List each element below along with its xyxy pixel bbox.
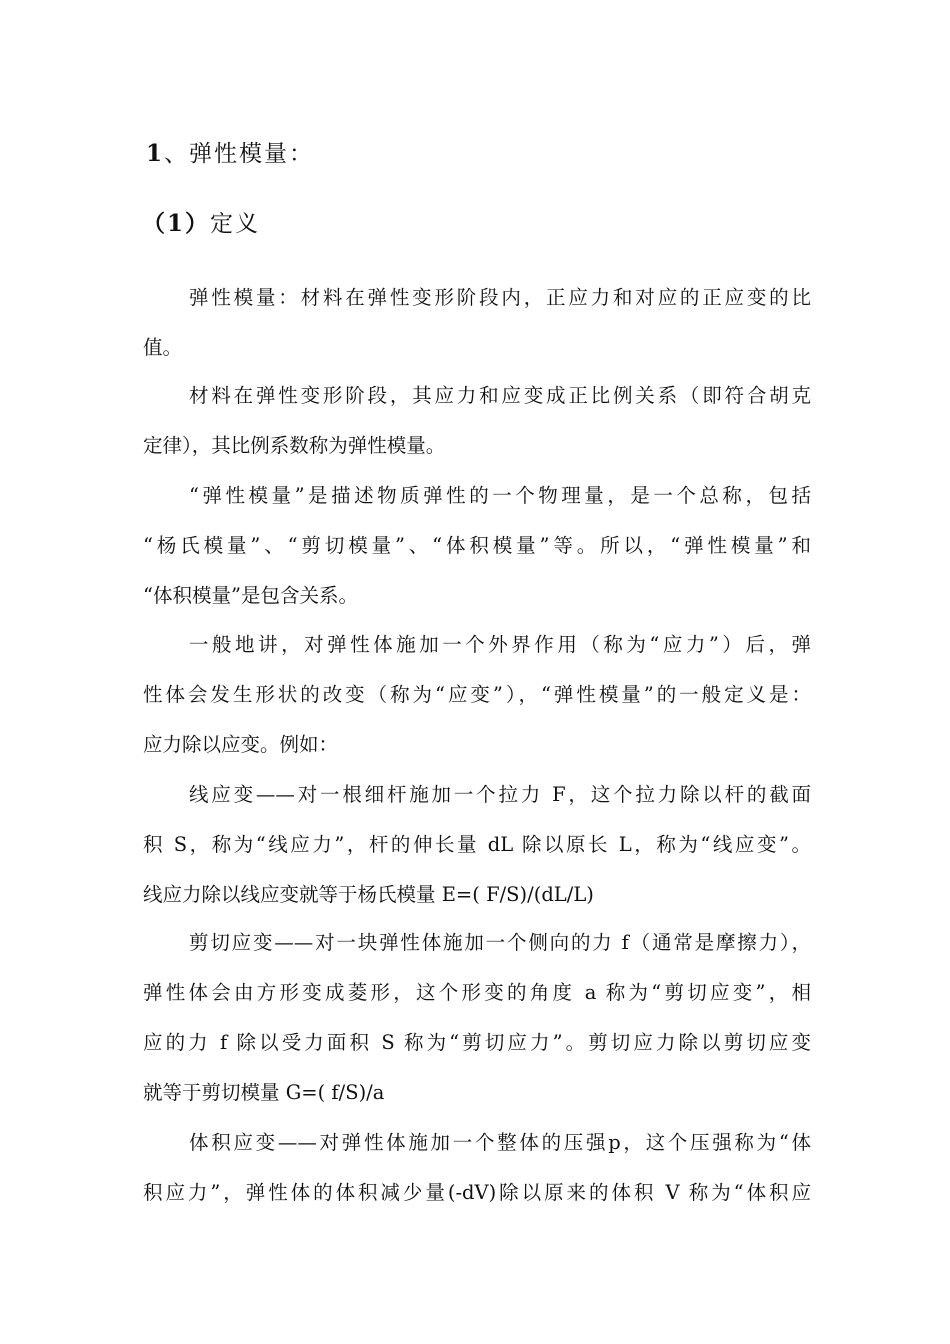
paragraph-line: “弹性模量”是描述物质弹性的一个物理量，是一个总称，包括 xyxy=(189,484,811,507)
paragraph-linear-strain xyxy=(143,770,811,920)
section-number: 1 xyxy=(146,140,165,167)
paragraph-line: 剪切应变——对一块弹性体施加一个侧向的力 f（通常是摩擦力）， xyxy=(189,931,811,954)
paragraph-line: 线应力除以线应变就等于杨氏模量 E=( F/S)/(dL/L) xyxy=(143,883,594,906)
paragraph-line: 值。 xyxy=(143,336,183,359)
paragraph-line: 体积应变——对弹性体施加一个整体的压强p，这个压强称为“体 xyxy=(189,1131,811,1154)
paragraph-definition xyxy=(143,273,811,373)
subsection-heading xyxy=(142,206,260,242)
paragraph-line: “体积模量”是包含关系。 xyxy=(143,584,358,607)
subsection-number: （1） xyxy=(142,210,211,237)
paragraph-line: 线应变——对一根细杆施加一个拉力 F，这个拉力除以杆的截面 xyxy=(189,783,811,806)
paragraph-line: 弹性模量：材料在弹性变形阶段内，正应力和对应的正应变的比 xyxy=(189,286,811,309)
paragraph-line: 材料在弹性变形阶段，其应力和应变成正比例关系（即符合胡克 xyxy=(189,384,811,407)
paragraph-hooke xyxy=(143,371,811,471)
paragraph-shear-strain xyxy=(143,918,811,1118)
paragraph-line: 弹性体会由方形变成菱形，这个形变的角度 a 称为“剪切应变”，相 xyxy=(143,981,811,1004)
section-heading xyxy=(146,136,314,172)
paragraph-line: 一般地讲，对弹性体施加一个外界作用（称为“应力”）后，弹 xyxy=(189,633,811,656)
paragraph-line: “杨氏模量”、“剪切模量”、“体积模量”等。所以，“弹性模量”和 xyxy=(143,534,811,557)
paragraph-volume-strain xyxy=(143,1118,811,1218)
paragraph-line: 应力除以应变。例如： xyxy=(143,733,339,756)
paragraph-general-term xyxy=(143,471,811,621)
subsection-title: 定义 xyxy=(210,211,261,237)
paragraph-line: 应的力 f 除以受力面积 S 称为“剪切应力”。剪切应力除以剪切应变 xyxy=(143,1031,811,1054)
paragraph-line: 定律），其比例系数称为弹性模量。 xyxy=(143,434,446,457)
paragraph-line: 就等于剪切模量 G=( f/S)/a xyxy=(143,1081,385,1104)
paragraph-line: 积 S，称为“线应力”，杆的伸长量 dL 除以原长 L，称为“线应变”。 xyxy=(143,833,811,856)
paragraph-stress-strain xyxy=(143,620,811,770)
paragraph-line: 积应力”，弹性体的体积减少量(-dV)除以原来的体积 V 称为“体积应 xyxy=(143,1181,811,1204)
section-title: 、弹性模量： xyxy=(164,141,315,167)
paragraph-line: 性体会发生形状的改变（称为“应变”），“弹性模量”的一般定义是： xyxy=(143,683,811,706)
